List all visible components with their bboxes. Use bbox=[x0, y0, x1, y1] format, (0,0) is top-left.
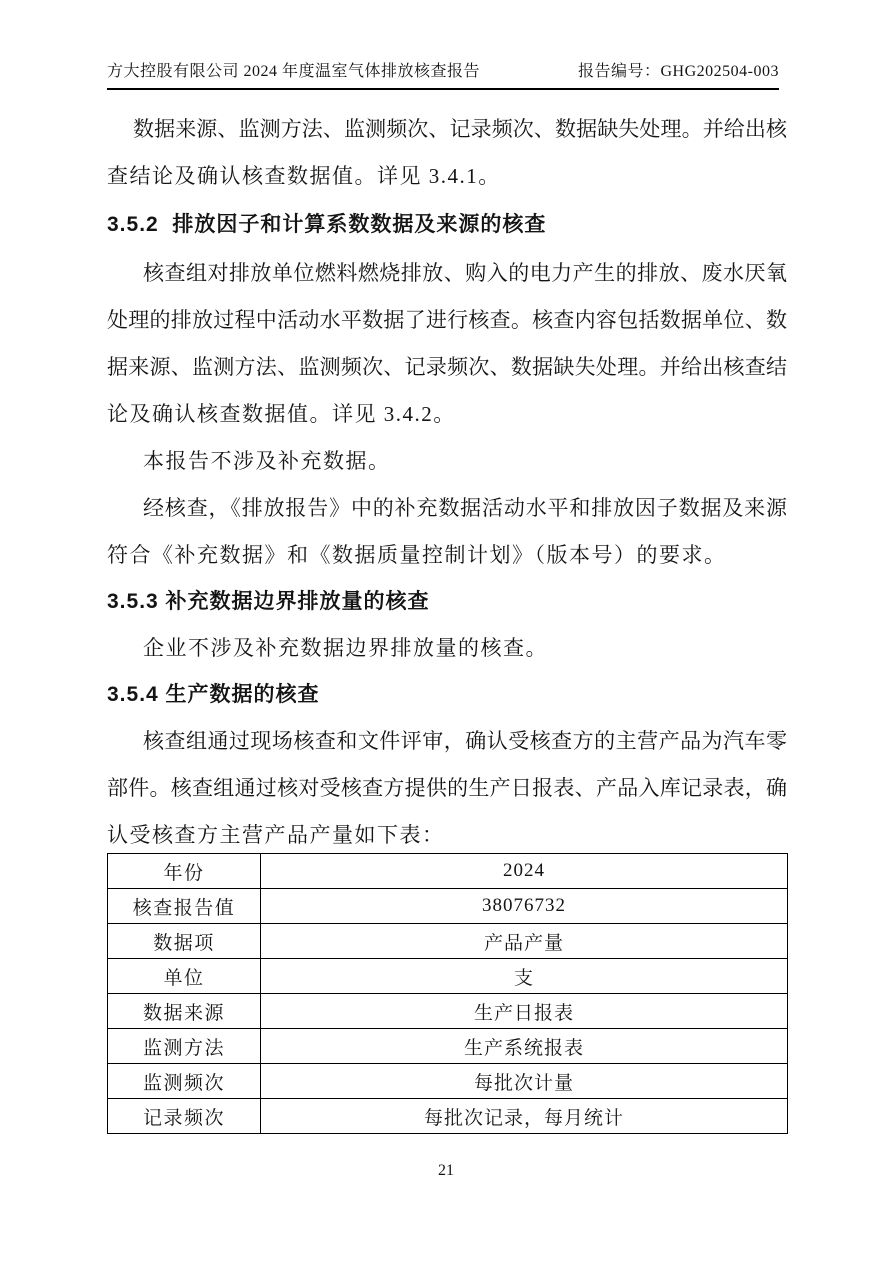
table-cell-value: 生产日报表 bbox=[261, 994, 788, 1029]
table-row bbox=[108, 959, 788, 994]
table-row bbox=[108, 1029, 788, 1064]
table-row bbox=[108, 1099, 788, 1134]
paragraph-line: 论及确认核查数据值。详见 3.4.2。 bbox=[107, 402, 456, 426]
table-cell-value: 支 bbox=[261, 959, 788, 994]
table-cell-label: 核查报告值 bbox=[108, 889, 261, 924]
table-cell-value: 2024 bbox=[261, 854, 788, 889]
paragraph-line: 经核查，《排放报告》中的补充数据活动水平和排放因子数据及来源 bbox=[143, 496, 787, 520]
page-header bbox=[107, 58, 779, 90]
table-cell-label: 监测频次 bbox=[108, 1064, 261, 1099]
table-cell-value: 每批次记录，每月统计 bbox=[261, 1099, 788, 1134]
paragraph-line: 查结论及确认核查数据值。详见 3.4.1。 bbox=[107, 164, 501, 188]
table-cell-label: 监测方法 bbox=[108, 1029, 261, 1064]
table-cell-label: 数据来源 bbox=[108, 994, 261, 1029]
document-body bbox=[107, 106, 787, 1134]
paragraph-line: 认受核查方主营产品产量如下表： bbox=[107, 823, 445, 847]
table-cell-value: 生产系统报表 bbox=[261, 1029, 788, 1064]
paragraph-line: 本报告不涉及补充数据。 bbox=[143, 449, 391, 473]
section-heading-3-5-4: 3.5.4 生产数据的核查 bbox=[107, 683, 320, 706]
table-row bbox=[108, 994, 788, 1029]
table-cell-label: 年份 bbox=[108, 854, 261, 889]
paragraph-line: 数据来源、监测方法、监测频次、记录频次、数据缺失处理。并给出核 bbox=[133, 117, 787, 141]
table-cell-value: 产品产量 bbox=[261, 924, 788, 959]
paragraph-line: 企业不涉及补充数据边界排放量的核查。 bbox=[143, 636, 548, 660]
page-footer bbox=[0, 1162, 892, 1180]
paragraph-line: 核查组通过现场核查和文件评审，确认受核查方的主营产品为汽车零 bbox=[143, 729, 787, 753]
table-cell-label: 记录频次 bbox=[108, 1099, 261, 1134]
paragraph-line: 处理的排放过程中活动水平数据了进行核查。核查内容包括数据单位、数 bbox=[107, 308, 787, 332]
paragraph-line: 部件。核查组通过核对受核查方提供的生产日报表、产品入库记录表，确 bbox=[107, 776, 787, 800]
table-row bbox=[108, 889, 788, 924]
paragraph-line: 符合《补充数据》和《数据质量控制计划》（版本号）的要求。 bbox=[107, 543, 727, 567]
table-row bbox=[108, 1064, 788, 1099]
page-number: 21 bbox=[438, 1162, 454, 1179]
paragraph-line: 据来源、监测方法、监测频次、记录频次、数据缺失处理。并给出核查结 bbox=[107, 355, 787, 379]
table-cell-label: 数据项 bbox=[108, 924, 261, 959]
production-data-table bbox=[107, 853, 788, 1134]
table-cell-value: 每批次计量 bbox=[261, 1064, 788, 1099]
section-heading-3-5-2: 3.5.2 排放因子和计算系数数据及来源的核查 bbox=[107, 213, 547, 236]
section-heading-3-5-3: 3.5.3 补充数据边界排放量的核查 bbox=[107, 590, 430, 613]
table-cell-label: 单位 bbox=[108, 959, 261, 994]
header-report-number: 报告编号：GHG202504-003 bbox=[578, 63, 779, 80]
table-row bbox=[108, 924, 788, 959]
header-title: 方大控股有限公司 2024 年度温室气体排放核查报告 bbox=[107, 63, 481, 80]
paragraph-line: 核查组对排放单位燃料燃烧排放、购入的电力产生的排放、废水厌氧 bbox=[143, 261, 787, 285]
table-cell-value: 38076732 bbox=[261, 889, 788, 924]
